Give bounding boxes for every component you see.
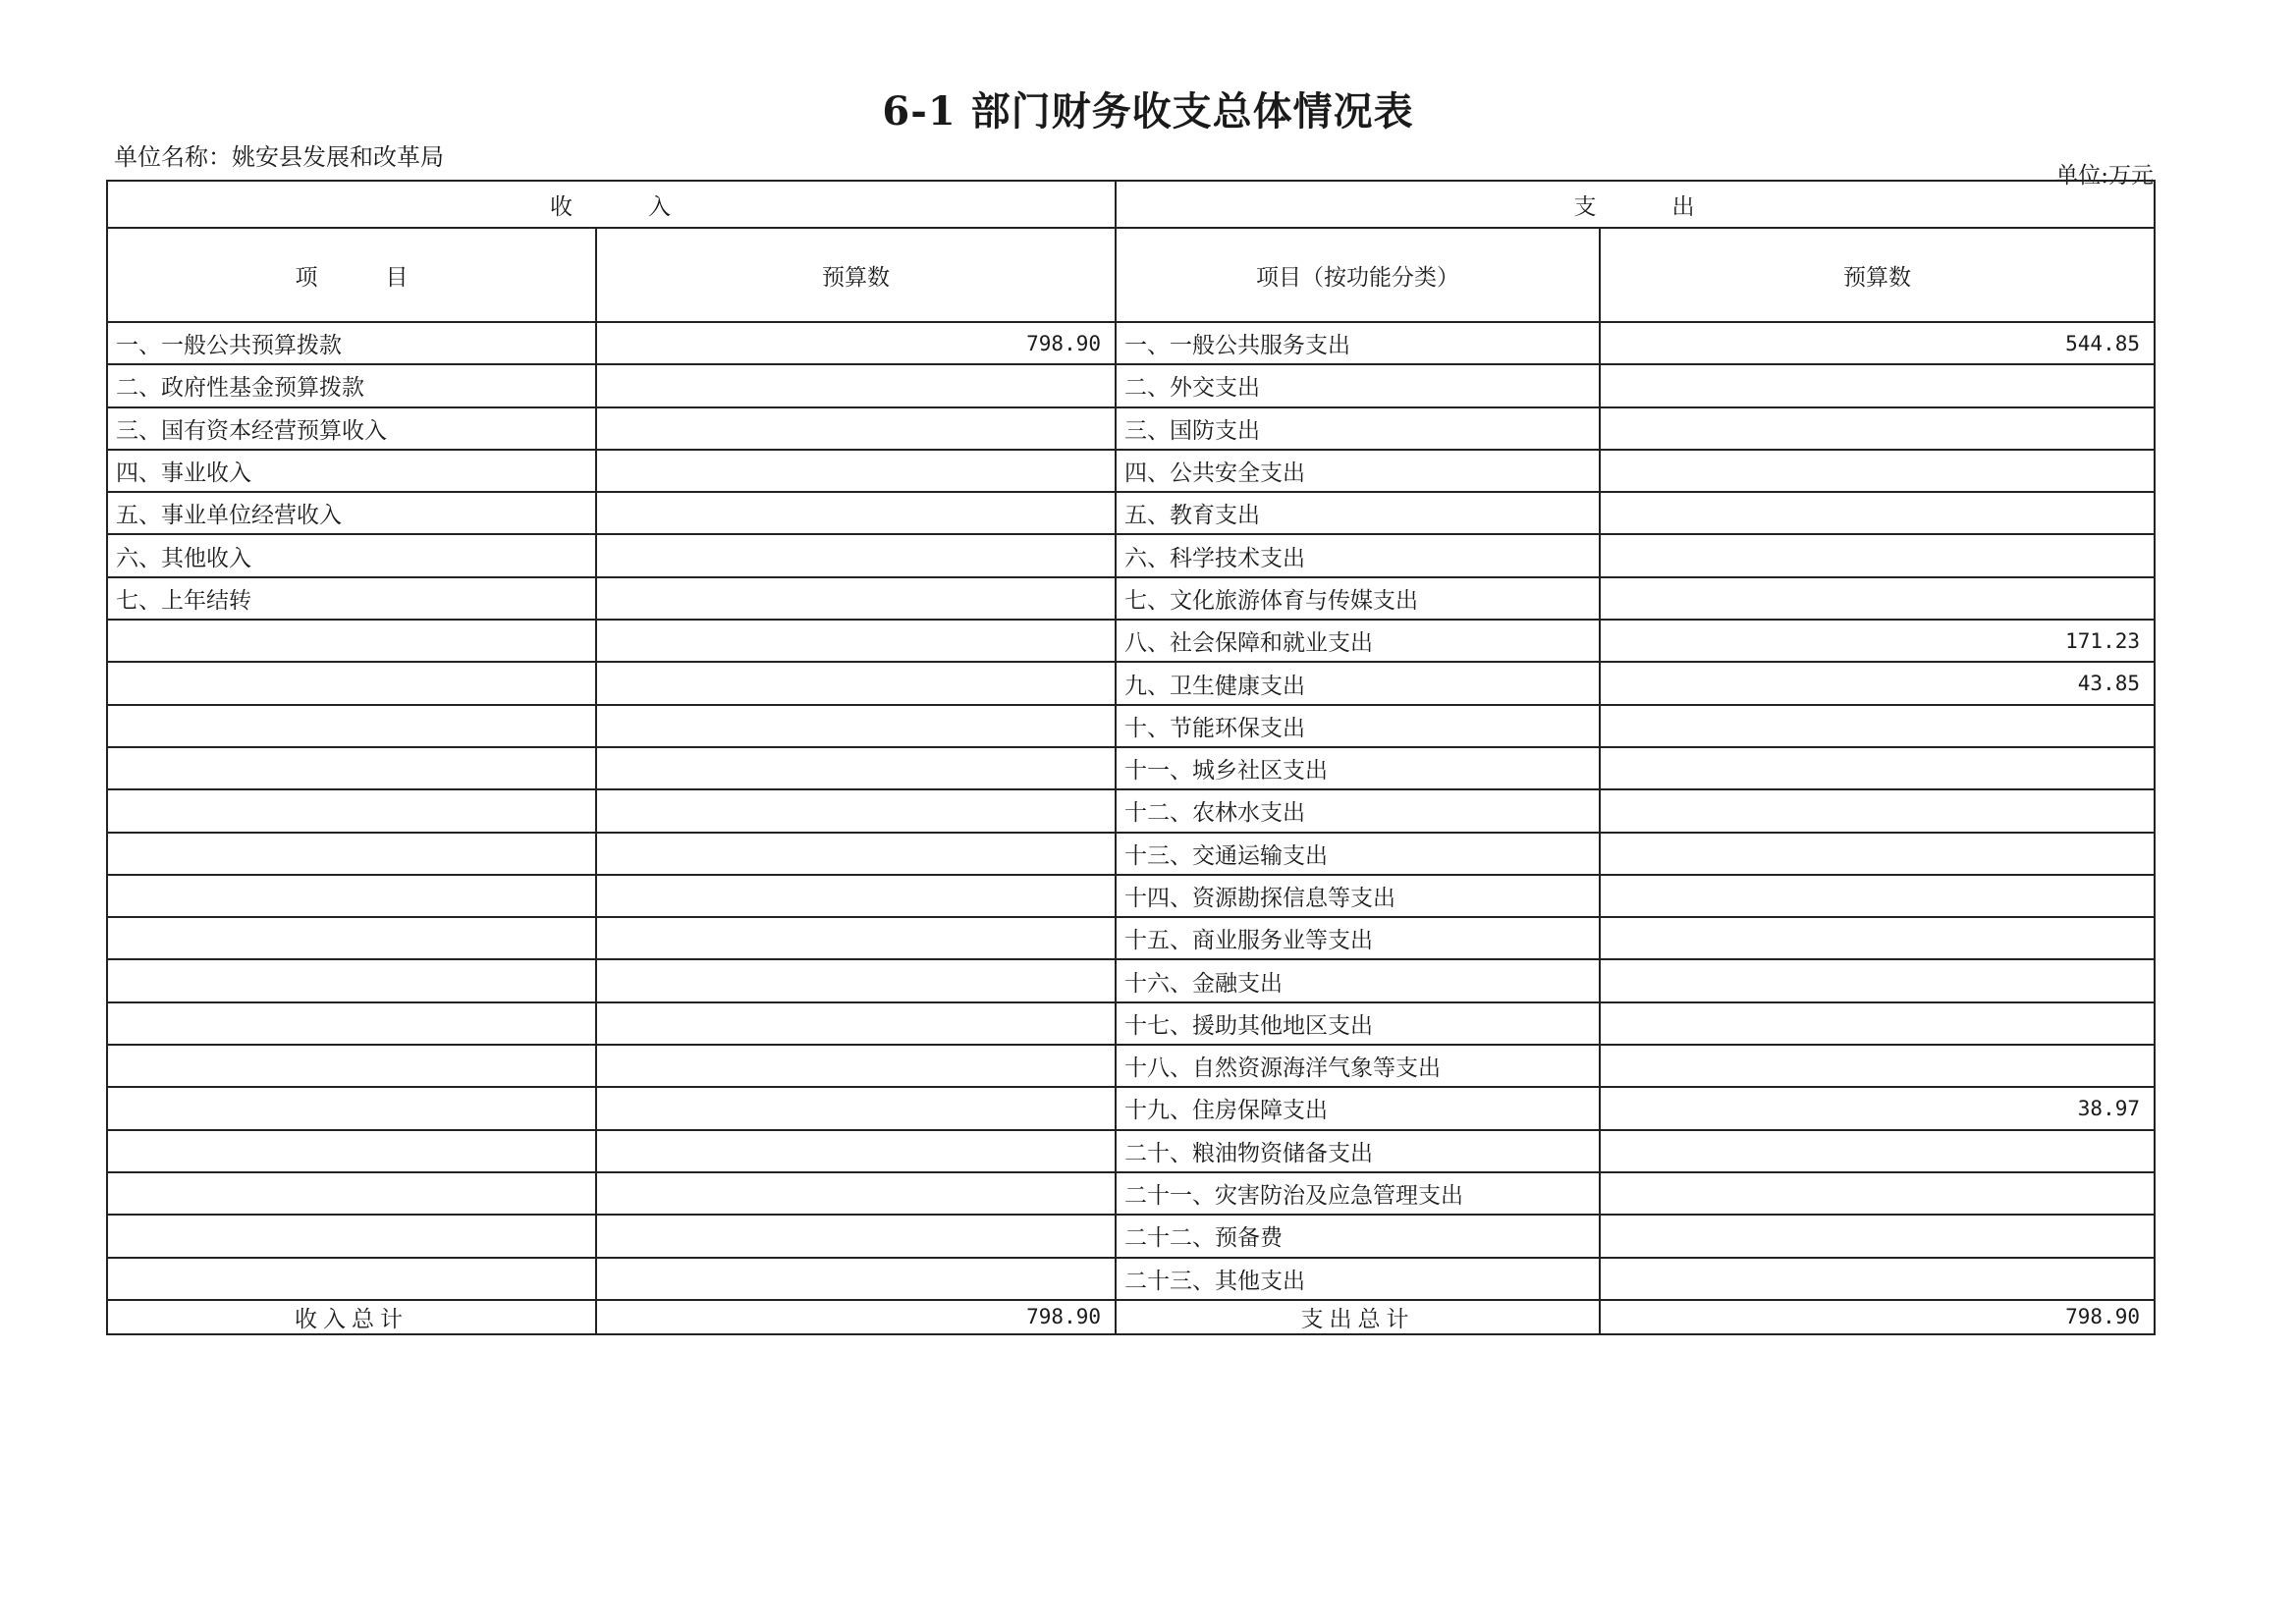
table-row — [107, 747, 2155, 789]
expense-item-cell: 十二、农林水支出 — [1116, 789, 1600, 832]
expense-value-cell — [1600, 450, 2155, 492]
expense-item-cell: 二十、粮油物资储备支出 — [1116, 1130, 1600, 1172]
income-item-cell — [107, 1130, 596, 1172]
expense-total-label: 支出总计 — [1116, 1300, 1600, 1334]
income-item-cell — [107, 747, 596, 789]
expense-value-cell — [1600, 1215, 2155, 1257]
income-value-cell — [596, 364, 1116, 406]
table-row — [107, 1172, 2155, 1215]
income-value-cell — [596, 1045, 1116, 1087]
expense-value-cell — [1600, 364, 2155, 406]
income-value-cell — [596, 1172, 1116, 1215]
income-value-cell — [596, 1130, 1116, 1172]
table-row — [107, 833, 2155, 875]
income-item-cell — [107, 1215, 596, 1257]
income-item-cell — [107, 1045, 596, 1087]
page-title: 6-1 部门财务收支总体情况表 — [882, 88, 1414, 135]
table-row — [107, 1215, 2155, 1257]
income-value-cell — [596, 492, 1116, 534]
expense-item-cell: 十七、援助其他地区支出 — [1116, 1002, 1600, 1045]
table-row — [107, 577, 2155, 620]
table-row — [107, 1087, 2155, 1129]
expense-item-cell: 十一、城乡社区支出 — [1116, 747, 1600, 789]
unit-label: 单位:万元 — [2055, 163, 2154, 189]
income-value-cell — [596, 620, 1116, 662]
income-value-cell — [596, 577, 1116, 620]
income-value-cell — [596, 789, 1116, 832]
income-item-cell — [107, 917, 596, 959]
income-item-cell: 七、上年结转 — [107, 577, 596, 620]
table-row — [107, 364, 2155, 406]
table-row — [107, 875, 2155, 917]
income-value-cell: 798.90 — [596, 322, 1116, 364]
expense-item-cell: 四、公共安全支出 — [1116, 450, 1600, 492]
expense-item-cell: 十九、住房保障支出 — [1116, 1087, 1600, 1129]
income-item-cell — [107, 1172, 596, 1215]
finance-table — [106, 180, 2156, 1335]
income-value-cell — [596, 407, 1116, 450]
income-item-cell: 六、其他收入 — [107, 534, 596, 576]
table-row — [107, 1045, 2155, 1087]
expense-value-cell — [1600, 833, 2155, 875]
expense-item-cell: 五、教育支出 — [1116, 492, 1600, 534]
income-item-cell: 三、国有资本经营预算收入 — [107, 407, 596, 450]
expense-value-cell — [1600, 917, 2155, 959]
income-value-cell — [596, 917, 1116, 959]
expense-item-cell: 十四、资源勘探信息等支出 — [1116, 875, 1600, 917]
table-row — [107, 492, 2155, 534]
table-row — [107, 407, 2155, 450]
income-value-cell — [596, 833, 1116, 875]
expense-value-cell — [1600, 407, 2155, 450]
expense-value-cell — [1600, 789, 2155, 832]
expense-total-value: 798.90 — [1600, 1300, 2155, 1334]
income-item-cell — [107, 833, 596, 875]
income-item-cell: 四、事业收入 — [107, 450, 596, 492]
income-value-cell — [596, 959, 1116, 1001]
table-row — [107, 705, 2155, 747]
expense-value-cell: 171.23 — [1600, 620, 2155, 662]
income-item-cell: 五、事业单位经营收入 — [107, 492, 596, 534]
income-total-label: 收入总计 — [107, 1300, 596, 1334]
expense-value-cell: 544.85 — [1600, 322, 2155, 364]
income-item-cell — [107, 789, 596, 832]
income-value-cell — [596, 1087, 1116, 1129]
expense-item-cell: 六、科学技术支出 — [1116, 534, 1600, 576]
table-row — [107, 450, 2155, 492]
income-total-value: 798.90 — [596, 1300, 1116, 1334]
expense-item-cell: 二十二、预备费 — [1116, 1215, 1600, 1257]
income-value-cell — [596, 1215, 1116, 1257]
income-item-header: 项 目 — [107, 228, 596, 322]
expense-value-cell: 43.85 — [1600, 662, 2155, 704]
income-item-cell — [107, 959, 596, 1001]
expense-value-cell — [1600, 492, 2155, 534]
expense-value-cell — [1600, 875, 2155, 917]
table-row — [107, 959, 2155, 1001]
expense-item-cell: 二、外交支出 — [1116, 364, 1600, 406]
income-value-cell — [596, 1002, 1116, 1045]
expense-item-cell: 九、卫生健康支出 — [1116, 662, 1600, 704]
income-value-cell — [596, 534, 1116, 576]
expense-item-cell: 三、国防支出 — [1116, 407, 1600, 450]
income-item-cell — [107, 662, 596, 704]
income-item-cell: 一、一般公共预算拨款 — [107, 322, 596, 364]
expense-value-cell — [1600, 1045, 2155, 1087]
expense-item-cell: 十八、自然资源海洋气象等支出 — [1116, 1045, 1600, 1087]
income-value-cell — [596, 705, 1116, 747]
income-item-cell — [107, 1258, 596, 1300]
income-item-cell: 二、政府性基金预算拨款 — [107, 364, 596, 406]
table-row — [107, 662, 2155, 704]
expense-item-cell: 十、节能环保支出 — [1116, 705, 1600, 747]
expense-item-cell: 一、一般公共服务支出 — [1116, 322, 1600, 364]
expense-item-cell: 八、社会保障和就业支出 — [1116, 620, 1600, 662]
expense-value-cell — [1600, 747, 2155, 789]
section-header-row — [107, 181, 2155, 228]
table-row — [107, 789, 2155, 832]
income-item-cell — [107, 705, 596, 747]
income-value-cell — [596, 875, 1116, 917]
table-row — [107, 1258, 2155, 1300]
expense-item-header: 项目（按功能分类） — [1116, 228, 1600, 322]
expense-item-cell: 十五、商业服务业等支出 — [1116, 917, 1600, 959]
table-row — [107, 1002, 2155, 1045]
expense-item-cell: 二十三、其他支出 — [1116, 1258, 1600, 1300]
expense-item-cell: 十六、金融支出 — [1116, 959, 1600, 1001]
income-value-cell — [596, 662, 1116, 704]
total-row — [107, 1300, 2155, 1334]
table-row — [107, 534, 2155, 576]
income-value-cell — [596, 747, 1116, 789]
table-row — [107, 1130, 2155, 1172]
expense-value-cell — [1600, 959, 2155, 1001]
income-value-cell — [596, 450, 1116, 492]
income-budget-header: 预算数 — [596, 228, 1116, 322]
expense-value-cell — [1600, 577, 2155, 620]
income-value-cell — [596, 1258, 1116, 1300]
expense-value-cell: 38.97 — [1600, 1087, 2155, 1129]
expense-item-cell: 七、文化旅游体育与传媒支出 — [1116, 577, 1600, 620]
expense-value-cell — [1600, 1258, 2155, 1300]
income-item-cell — [107, 620, 596, 662]
income-section-header: 收 入 — [107, 181, 1116, 228]
income-item-cell — [107, 1002, 596, 1045]
table-row — [107, 322, 2155, 364]
expense-value-cell — [1600, 1130, 2155, 1172]
income-item-cell — [107, 1087, 596, 1129]
table-row — [107, 917, 2155, 959]
expense-section-header: 支 出 — [1116, 181, 2155, 228]
expense-item-cell: 十三、交通运输支出 — [1116, 833, 1600, 875]
expense-value-cell — [1600, 1172, 2155, 1215]
table-row — [107, 620, 2155, 662]
expense-value-cell — [1600, 705, 2155, 747]
expense-value-cell — [1600, 1002, 2155, 1045]
expense-budget-header: 预算数 — [1600, 228, 2155, 322]
unit-name: 单位名称：姚安县发展和改革局 — [114, 143, 444, 171]
expense-item-cell: 二十一、灾害防治及应急管理支出 — [1116, 1172, 1600, 1215]
column-header-row — [107, 228, 2155, 322]
expense-value-cell — [1600, 534, 2155, 576]
income-item-cell — [107, 875, 596, 917]
